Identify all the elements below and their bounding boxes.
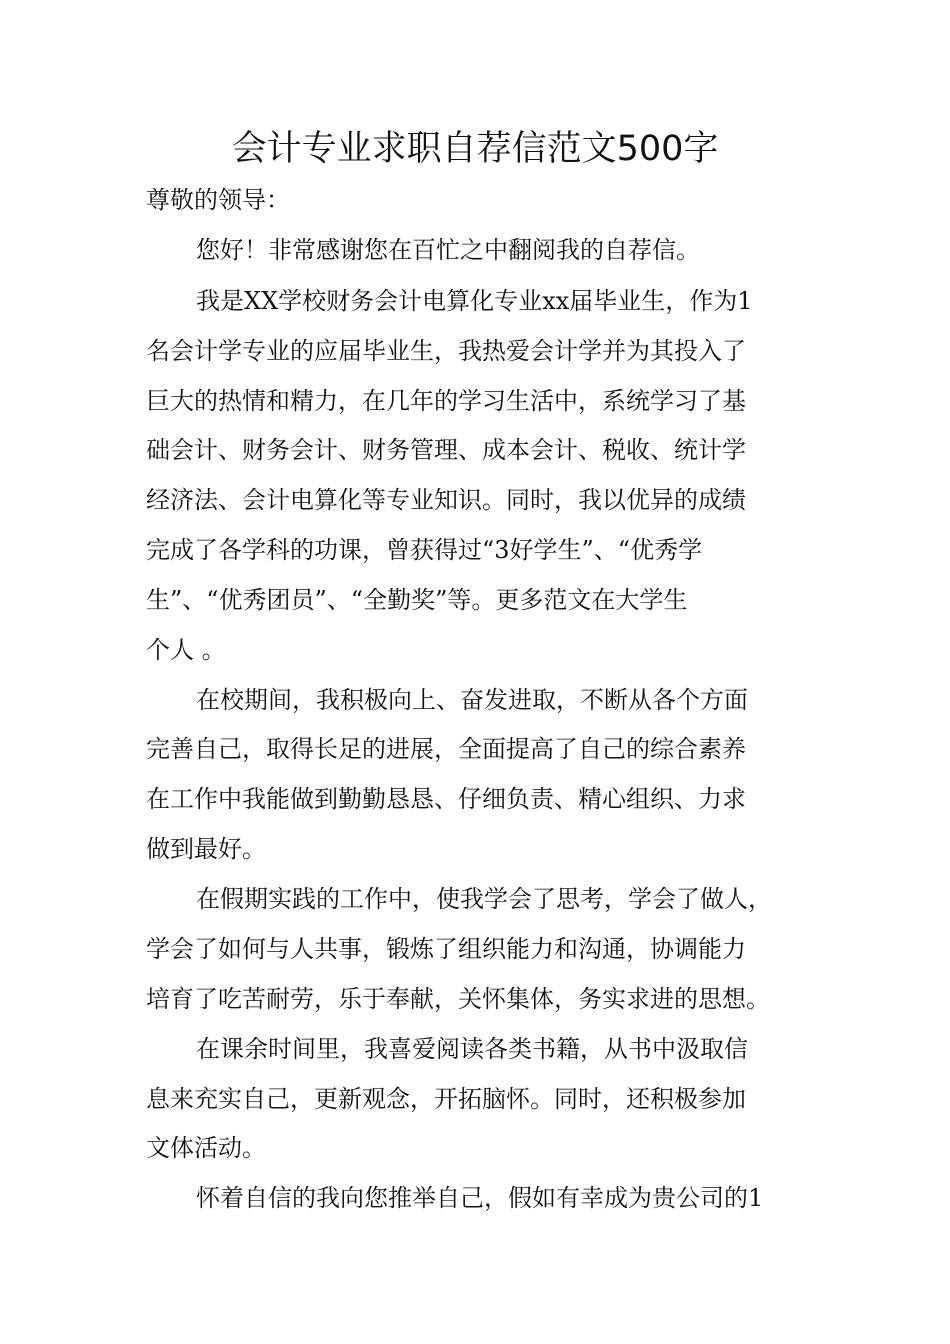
text-line: 我是XX学校财务会计电算化专业xx届毕业生，作为1	[196, 287, 753, 315]
text-line: 生”、“优秀团员”、“全勤奖”等。更多范文在大学生	[146, 586, 688, 614]
text-line: 在校期间，我积极向上、奋发进取，不断从各个方面	[196, 686, 748, 714]
text-line: 在课余时间里，我喜爱阅读各类书籍，从书中汲取信	[196, 1035, 748, 1063]
text-line: 学会了如何与人共事，锻炼了组织能力和沟通，协调能力	[146, 935, 746, 963]
text-line: 息来充实自己，更新观念，开拓脑怀。同时，还积极参加	[146, 1085, 746, 1113]
text-line: 础会计、财务会计、财务管理、成本会计、税收、统计学	[146, 436, 746, 464]
text-line: 经济法、会计电算化等专业知识。同时，我以优异的成绩	[146, 486, 746, 514]
text-line: 文体活动。	[146, 1134, 266, 1162]
text-line: 完善自己，取得长足的进展，全面提高了自己的综合素养	[146, 735, 746, 763]
text-line: 完成了各学科的功课，曾获得过“3好学生”、“优秀学	[146, 536, 703, 564]
text-line: 培育了吃苦耐劳，乐于奉献，关怀集体，务实求进的思想。	[146, 985, 770, 1013]
text-line: 做到最好。	[146, 835, 266, 863]
salutation: 尊敬的领导：	[146, 186, 290, 214]
text-line: 名会计学专业的应届毕业生，我热爱会计学并为其投入了	[146, 337, 746, 365]
text-line: 怀着自信的我向您推举自己，假如有幸成为贵公司的1	[196, 1184, 764, 1212]
document-title: 会计专业求职自荐信范文500字	[231, 129, 719, 169]
text-line: 在假期实践的工作中，使我学会了思考，学会了做人，	[196, 885, 772, 913]
text-line: 个人 。	[146, 636, 226, 664]
text-line: 巨大的热情和精力，在几年的学习生活中，系统学习了基	[146, 387, 746, 415]
text-line-greeting: 您好！非常感谢您在百忙之中翻阅我的自荐信。	[196, 236, 700, 264]
text-line: 在工作中我能做到勤勤恳恳、仔细负责、精心组织、力求	[146, 785, 746, 813]
